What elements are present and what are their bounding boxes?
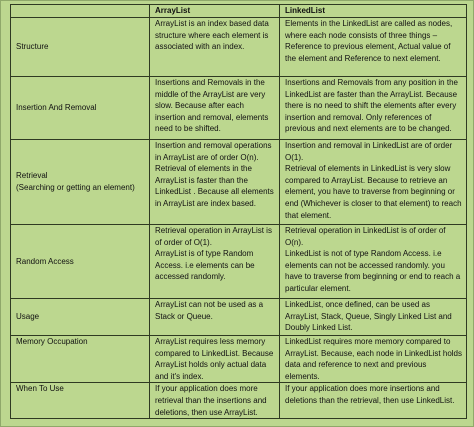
arraylist-text: ArrayList is an index based data structure where each element is associated with an index. [155, 19, 269, 52]
row-aspect-label [11, 299, 150, 336]
row-aspect-label [11, 140, 150, 225]
table-row [11, 225, 467, 299]
linkedlist-cell [280, 140, 467, 225]
row-aspect-text: Retrieval (Searching or getting an element) [16, 171, 135, 192]
linkedlist-text: Insertions and Removals from any position in the LinkedList are faster than the ArrayList. Because there is no need to shift the elements after every insertion and removal. Only references of previous and next elements are to be changed. [285, 78, 458, 134]
linkedlist-text: If your application does more insertions and deletions than the retrieval, then use LinkedList. [285, 384, 455, 405]
arraylist-cell [150, 383, 280, 419]
linkedlist-cell [280, 336, 467, 383]
linkedlist-text: Elements in the LinkedList are called as nodes, where each node consists of three things – Reference to previous element, Actual value of the element and Reference to next element. [285, 19, 453, 63]
header-aspect [11, 5, 150, 18]
arraylist-text: Insertion and removal operations in ArrayList are of order O(n). Retrieval of elements in the ArrayList is faster than the LinkedList . Because all elements in ArrayList are index based. [155, 141, 274, 208]
linkedlist-cell [280, 77, 467, 140]
linkedlist-cell [280, 225, 467, 299]
arraylist-text: Retrieval operation in ArrayList is of order of O(1). ArrayList is of type Random Access. i.e elements can be accessed randomly. [155, 226, 272, 282]
row-aspect-label [11, 77, 150, 140]
row-aspect-text: Usage [16, 312, 40, 322]
table-row [11, 336, 467, 383]
arraylist-vs-linkedlist-table [10, 4, 467, 419]
arraylist-cell [150, 140, 280, 225]
arraylist-cell [150, 225, 280, 299]
header-linkedlist: LinkedList [280, 5, 467, 18]
row-aspect-label [11, 336, 150, 383]
table-row [11, 383, 467, 419]
table-row [11, 299, 467, 336]
linkedlist-text: LinkedList, once defined, can be used as ArrayList, Stack, Queue, Singly Linked List and Doubly Linked List. [285, 300, 452, 333]
table-row [11, 77, 467, 140]
linkedlist-cell [280, 383, 467, 419]
linkedlist-cell [280, 18, 467, 77]
row-aspect-label [11, 18, 150, 77]
row-aspect-label [11, 225, 150, 299]
linkedlist-text: Insertion and removal in LinkedList are of order O(1). Retrieval of elements in LinkedList is very slow compared to ArrayList. Because to retrieve an element, you have to traverse from beginning or end (Whichever is closer to that element) to reach that element. [285, 141, 462, 220]
arraylist-cell [150, 18, 280, 77]
row-aspect-label [11, 383, 150, 419]
arraylist-cell [150, 299, 280, 336]
header-arraylist: ArrayList [150, 5, 280, 18]
linkedlist-text: Retrieval operation in LinkedList is of order of O(n). LinkedList is not of type Random Access. i.e elements can not be accessed randomly. you have to traverse from beginning or end to reach a particular element. [285, 226, 461, 293]
table-header-row [11, 5, 467, 18]
row-aspect-text: Random Access [16, 256, 74, 266]
arraylist-text: Insertions and Removals in the middle of the ArrayList are very slow. Because after each insertion and removal, elements need to be shifted. [155, 78, 269, 134]
arraylist-text: ArrayList requires less memory compared to LinkedList. Because ArrayList holds only actual data and it's index. [155, 337, 274, 381]
arraylist-text: If your application does more retrieval than the insertions and deletions, then use ArrayList. [155, 384, 267, 417]
table-row [11, 140, 467, 225]
arraylist-text: ArrayList can not be used as a Stack or Queue. [155, 300, 264, 321]
row-aspect-text: Memory Occupation [16, 337, 88, 346]
table-row [11, 18, 467, 77]
arraylist-cell [150, 77, 280, 140]
row-aspect-text: Structure [16, 42, 49, 52]
linkedlist-cell [280, 299, 467, 336]
row-aspect-text: Insertion And Removal [16, 103, 97, 113]
linkedlist-text: LinkedList requires more memory compared to ArrayList. Because, each node in LinkedList holds data and reference to next and previous elements. [285, 337, 462, 381]
arraylist-cell [150, 336, 280, 383]
row-aspect-text: When To Use [16, 384, 64, 394]
